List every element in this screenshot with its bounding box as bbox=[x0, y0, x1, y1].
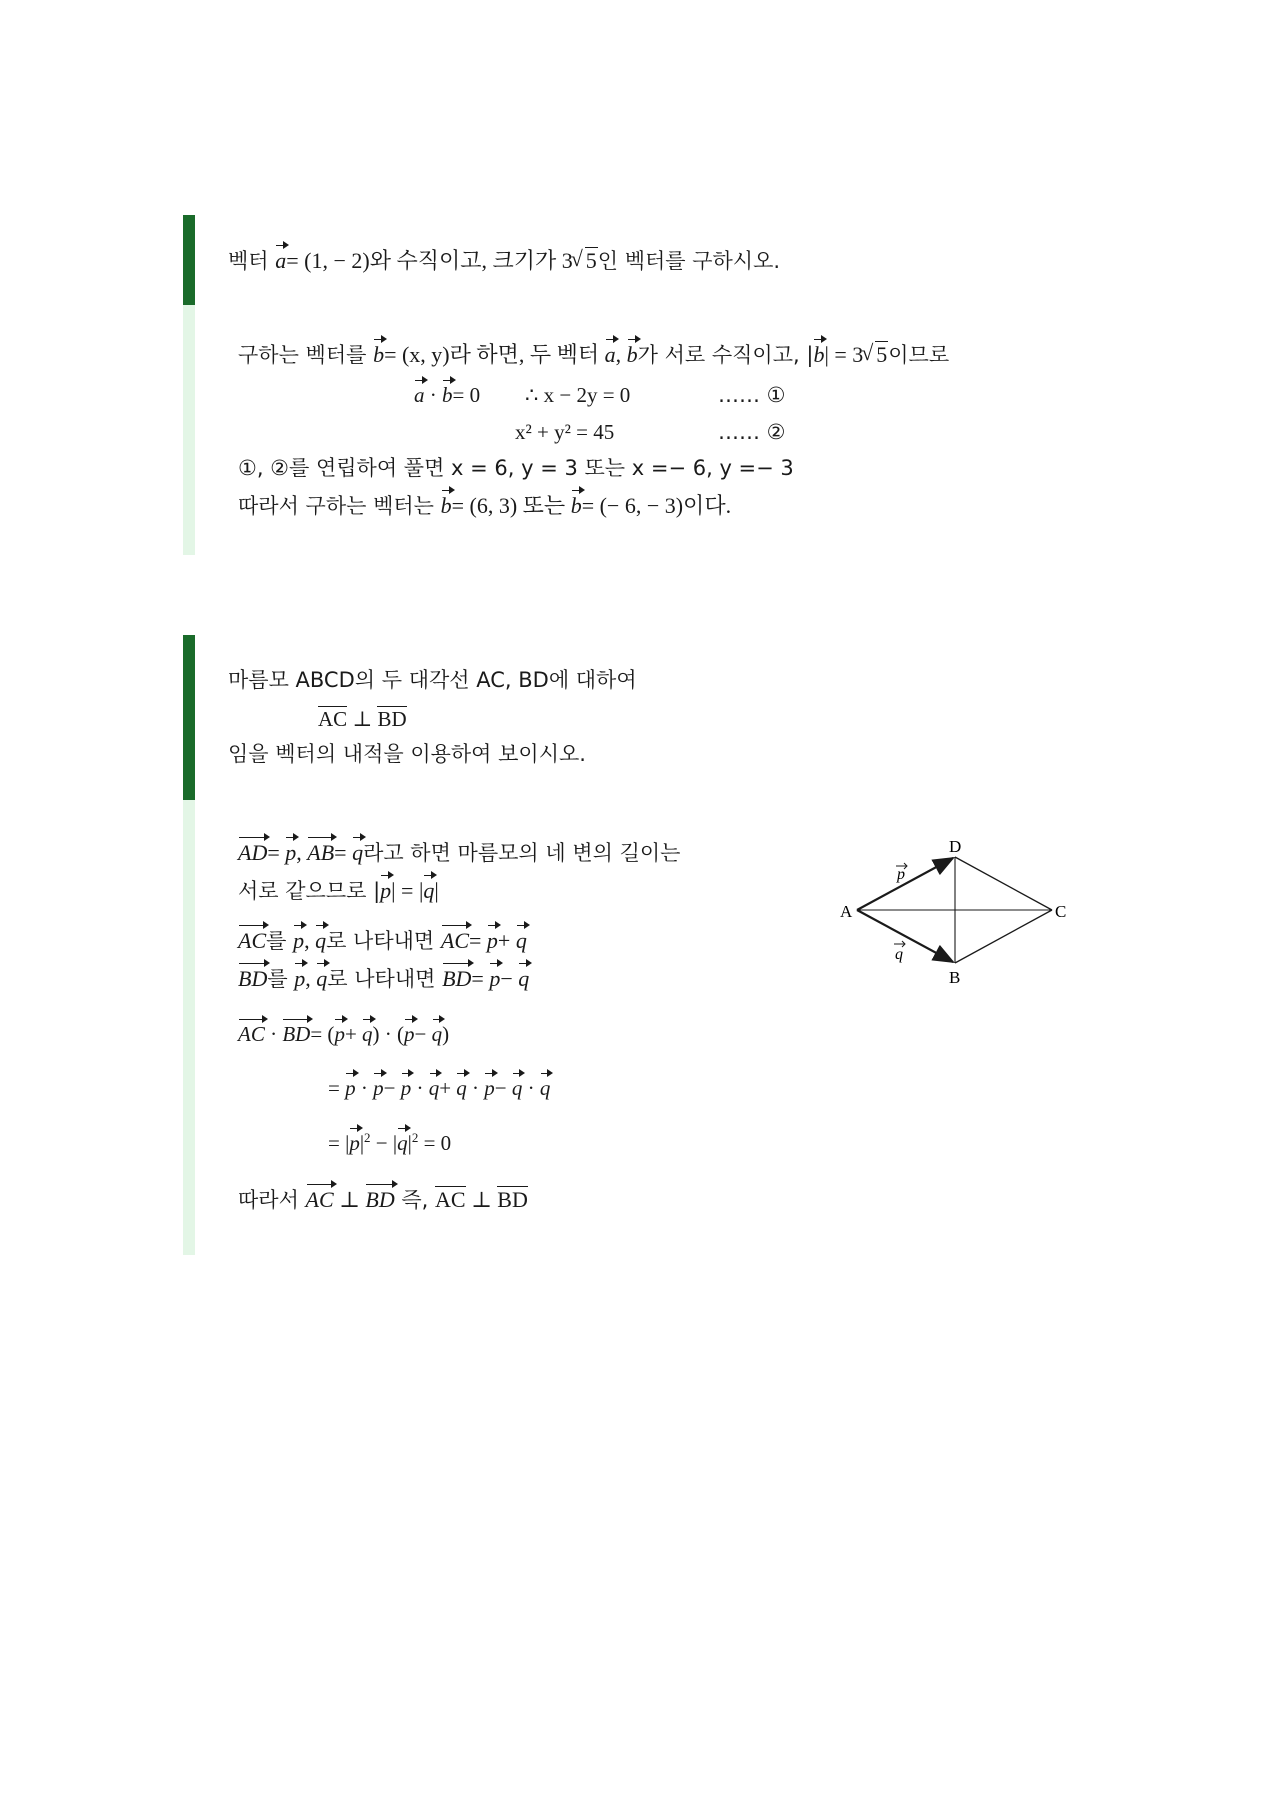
label-d: D bbox=[949, 837, 962, 856]
solution-2-line-1: AD= p, AB= q라고 하면 마름모의 네 변의 길이는 bbox=[238, 840, 681, 865]
solution-2-line-8: 따라서 AC ⊥ BD 즉, AC ⊥ BD bbox=[238, 1187, 528, 1212]
solution-2-line-3: AC를 p, q로 나타내면 AC= p+ q bbox=[238, 928, 527, 953]
side-bc bbox=[955, 910, 1052, 963]
vector-q-arrow bbox=[857, 910, 953, 962]
answer-marker-1 bbox=[183, 305, 195, 555]
label-c: C bbox=[1055, 902, 1067, 921]
solution-2-line-2: 서로 같으므로 |p| = |q| bbox=[238, 878, 439, 903]
solution-1-equation-1: a · b= 0 bbox=[414, 383, 481, 407]
label-p: p bbox=[897, 866, 905, 883]
solution-1-equation-1-result: ∴ x − 2y = 0 bbox=[525, 383, 631, 407]
solution-1-line-5: 따라서 구하는 벡터는 b= (6, 3) 또는 b= (− 6, − 3)이다. bbox=[238, 493, 732, 518]
answer-marker-2 bbox=[183, 800, 195, 1255]
solution-2-line-6: = p · p− p · q+ q · p− q · q bbox=[328, 1076, 551, 1100]
label-q: q bbox=[895, 946, 903, 963]
question-2-line-3: 임을 벡터의 내적을 이용하여 보이시오. bbox=[228, 742, 586, 766]
solution-1-line-4: ①, ②를 연립하여 풀면 x = 6, y = 3 또는 x =− 6, y =− 3 bbox=[238, 456, 794, 480]
question-marker-2 bbox=[183, 635, 195, 800]
question-marker-1 bbox=[183, 215, 195, 305]
question-2-line-1: 마름모 ABCD의 두 대각선 AC, BD에 대하여 bbox=[228, 668, 637, 692]
label-a: A bbox=[840, 902, 853, 921]
equation-tag-2: …… ② bbox=[718, 420, 786, 444]
solution-2-line-5: AC · BD= (p+ q) · (p− q) bbox=[238, 1022, 450, 1046]
equation-tag-1: …… ① bbox=[718, 383, 786, 407]
solution-2-line-4: BD를 p, q로 나타내면 BD= p− q bbox=[238, 966, 530, 991]
solution-2-line-7: = $|p|^2 - |q|^2 = 0$ bbox=[328, 1130, 452, 1155]
question-1: 벡터 a= (1, − 2)와 수직이고, 크기가 3√ 5인 벡터를 구하시오. bbox=[228, 248, 780, 274]
side-dc bbox=[955, 857, 1052, 910]
solution-1-line-1: 구하는 벡터를 b= (x, y)라 하면, 두 벡터 a, b가 서로 수직이고, |b| = 3√ 5이므로 bbox=[238, 342, 949, 368]
label-b: B bbox=[949, 968, 961, 987]
question-2-line-2: AC ⊥ BD bbox=[318, 707, 407, 731]
solution-1-equation-2: x² + y² = 45 bbox=[515, 420, 615, 444]
rhombus-diagram bbox=[830, 835, 1090, 995]
